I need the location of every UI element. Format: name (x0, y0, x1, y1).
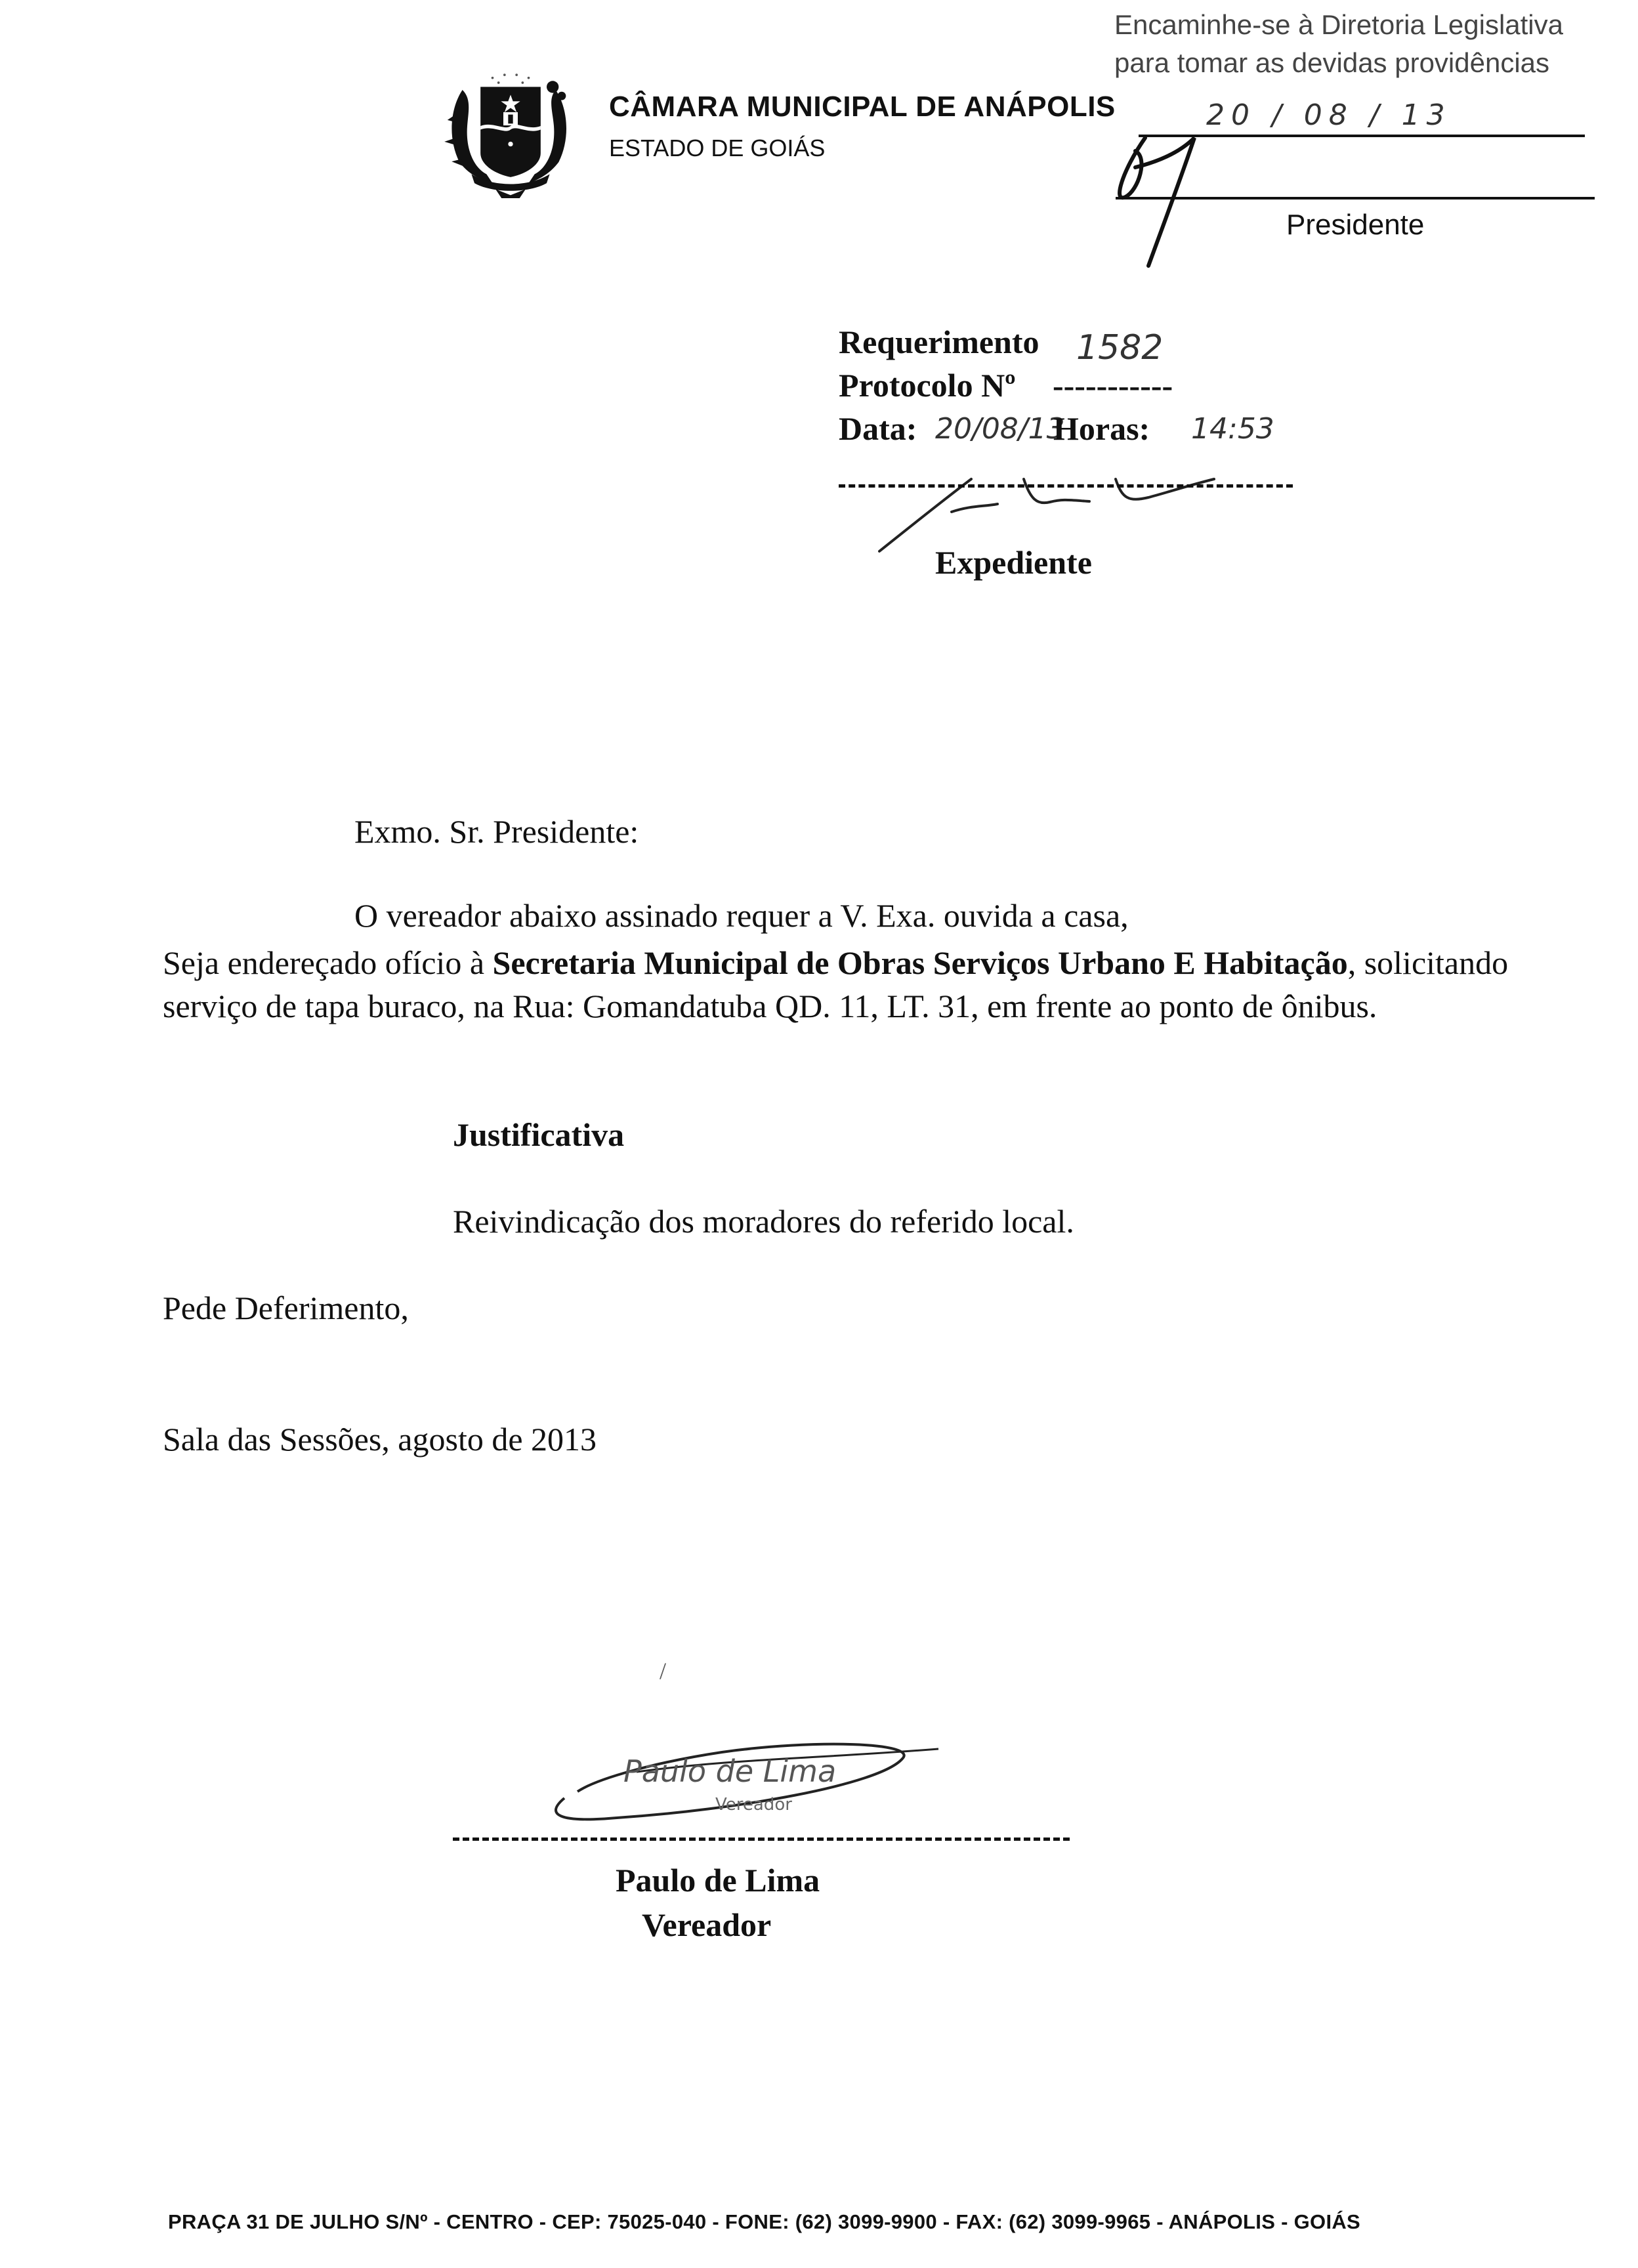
greeting: Exmo. Sr. Presidente: (354, 813, 639, 850)
president-signature-icon (1109, 131, 1319, 269)
signature-stamp (538, 1732, 971, 1824)
request-recipient: Secretaria Municipal de Obras Serviços Urbano E Habitação (492, 944, 1348, 981)
stamp-role: Presidente (1286, 209, 1425, 241)
protocolo-label: Protocolo Nº (839, 367, 1016, 404)
stray-mark: / (660, 1658, 667, 1684)
data-value: 20/08/13 (935, 412, 1065, 446)
place-date: Sala das Sessões, agosto de 2013 (163, 1421, 597, 1458)
horas-value: 14:53 (1191, 412, 1274, 446)
data-label: Data: (839, 410, 917, 447)
protocolo-number: 1582 (1076, 328, 1164, 368)
expediente-label: Expediente (935, 544, 1092, 581)
closing: Pede Deferimento, (163, 1290, 409, 1326)
request-prefix: Seja endereçado ofício à (163, 944, 493, 981)
request-suffix: , solicitando serviço de tapa buraco, na Rua: Gomandatuba QD. 11, LT. 31, em frente ao ponto de ônibus. (163, 944, 1509, 1024)
protocolo-dashes: ----------- (1053, 367, 1173, 404)
signature-stamp-name: Paulo de Lima (623, 1754, 837, 1789)
footer-address: PRAÇA 31 DE JULHO S/Nº - CENTRO - CEP: 75025-040 - FONE: (62) 3099-9900 - FAX: (62) 3099-9965 - ANÁPOLIS - GOIÁS (168, 2210, 1361, 2233)
justification-text: Reivindicação dos moradores do referido local. (453, 1203, 1074, 1240)
coat-of-arms-icon (438, 54, 583, 198)
signature-stamp-role: Vereador (715, 1795, 792, 1815)
signer-name: Paulo de Lima (616, 1862, 820, 1899)
justification-title: Justificativa (453, 1116, 625, 1153)
organization-name: CÂMARA MUNICIPAL DE ANÁPOLIS (609, 91, 1116, 123)
stamp-text-line2: para tomar as devidas providências (1114, 47, 1550, 78)
horas-label: Horas: (1053, 410, 1150, 447)
request-paragraph (163, 941, 1515, 1028)
signer-role: Vereador (642, 1906, 772, 1943)
organization-state: ESTADO DE GOIÁS (609, 135, 826, 161)
signature-line (453, 1838, 1070, 1841)
requerimento-title: Requerimento (839, 324, 1040, 360)
request-intro: O vereador abaixo assinado requer a V. Exa. ouvida a casa, (354, 897, 1129, 934)
stamp-text-line1: Encaminhe-se à Diretoria Legislativa (1114, 9, 1563, 40)
stamp-date: 20 / 08 / 13 (1206, 98, 1452, 132)
expediente-signature-line (839, 484, 1293, 488)
